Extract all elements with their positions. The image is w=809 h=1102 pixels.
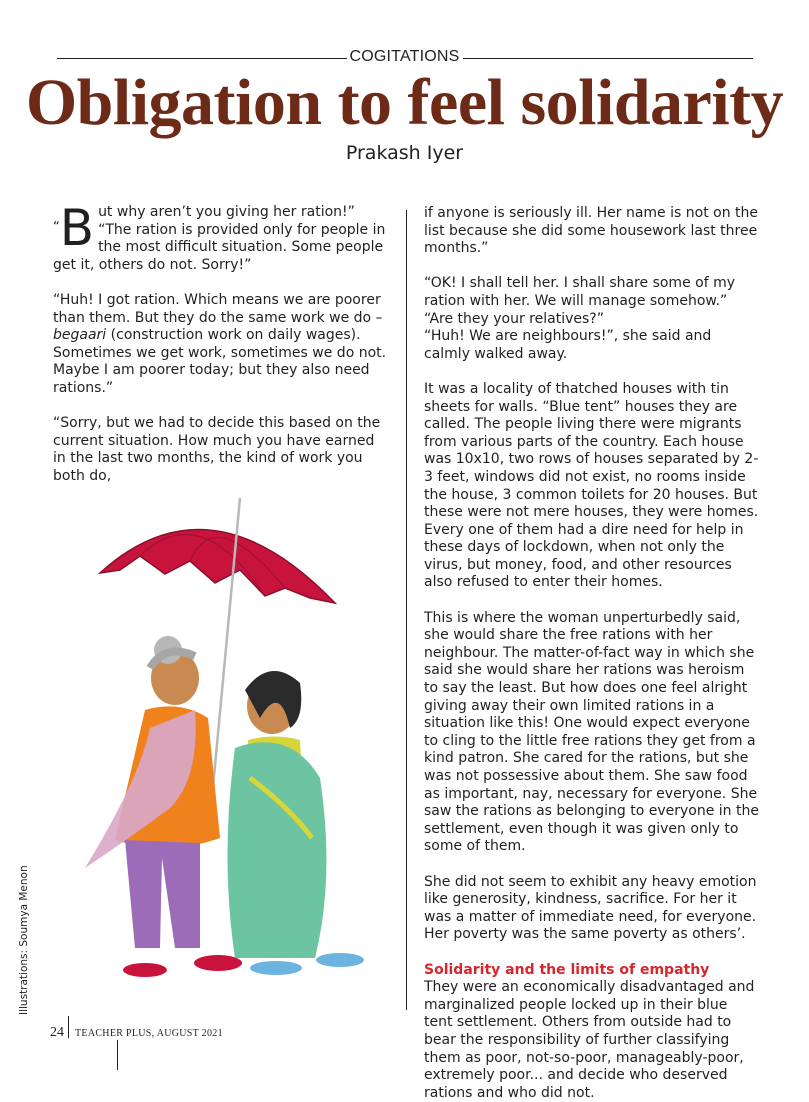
footer-rule <box>117 1040 118 1070</box>
paragraph: “Sorry, but we had to decide this based on the current situation. How much you have earned in the last two months, the kind of work you both do, <box>53 415 381 484</box>
section-label: COGITATIONS <box>349 48 460 65</box>
dropcap: “B <box>53 199 95 257</box>
page-number: 24 <box>50 1025 64 1040</box>
paragraph: Solidarity and the limits of empathy They were an economically disadvantaged and marginalized people locked up in their blue tent settlement. Others from outside had to bear the responsibility of further classifying them as poor, not-so-poor, manageably-poor, extremely poor... and decide who deserved rations and who did not. <box>424 962 759 1102</box>
paragraph: She did not seem to exhibit any heavy emotion like generosity, kindness, sacrifice. For her it was a matter of immediate need, for everyone. Her poverty was the same poverty as others’. <box>424 873 757 943</box>
publication-name: TEACHER PLUS, AUGUST 2021 <box>75 1028 223 1039</box>
author-byline: Prakash Iyer <box>345 142 464 164</box>
subheading: Solidarity and the limits of empathy <box>424 961 710 978</box>
emphasis: begaari <box>53 327 107 344</box>
woman2-saree <box>228 742 327 958</box>
paragraph: “B ut why aren’t you giving her ration!” “The ration is provided only for people in the most difficult situation. Some people get it, others do not. Sorry!” <box>53 199 386 273</box>
paragraph: This is where the woman unperturbedly said, she would share the free rations with her neighbour. The matter-of-fact way in which she said she would share her rations was heroism to say the least. But how does one feel alright giving away their own limited rations in a situation like this! One would expect everyone to cling to the little free rations they get from a kind patron. She cared for the rations, but she was not possessive about them. She saw food as important, nay, necessary for everyone. She saw the rations as belonging to everyone in the settlement, even though it was given only to some of them. <box>424 609 759 855</box>
paragraph: if anyone is seriously ill. Her name is not on the list because she did some housework last three months.” <box>424 205 758 257</box>
column-divider <box>406 210 407 1010</box>
article-title: Obligation to feel solidarity <box>25 66 784 139</box>
illustration-two-women-umbrella <box>50 478 395 1018</box>
paragraph: “OK! I shall tell her. I shall share some of my ration with her. We will manage somehow.” “Are they your relatives?” “Huh! We are neighbours!”, she said and calmly walked away. <box>424 275 736 362</box>
paragraph: It was a locality of thatched houses with tin sheets for walls. “Blue tent” houses they are called. The people living there were migrants from various parts of the country. Each house was 10x10, two rows of houses separated by 2-3 feet, windows did not exist, no rooms inside the house, 3 common toilets for 20 houses. But these were not mere houses, they were homes. Every one of them had a dire need for help in these days of lockdown, when not only the virus, but money, food, and other resources also refused to enter their homes. <box>424 380 759 591</box>
left-column <box>53 199 391 503</box>
illustration-credit: Illustrations: Soumya Menon <box>18 865 30 1015</box>
footer-divider <box>68 1016 69 1038</box>
paragraph: “Huh! I got ration. Which means we are poorer than them. But they do the same work we do – begaari (construction work on daily wages). Sometimes we get work, sometimes we do not. Maybe I am poorer today; but they also need rations.” <box>53 291 387 396</box>
right-column <box>424 205 759 1102</box>
umbrella-canopy <box>100 530 335 603</box>
